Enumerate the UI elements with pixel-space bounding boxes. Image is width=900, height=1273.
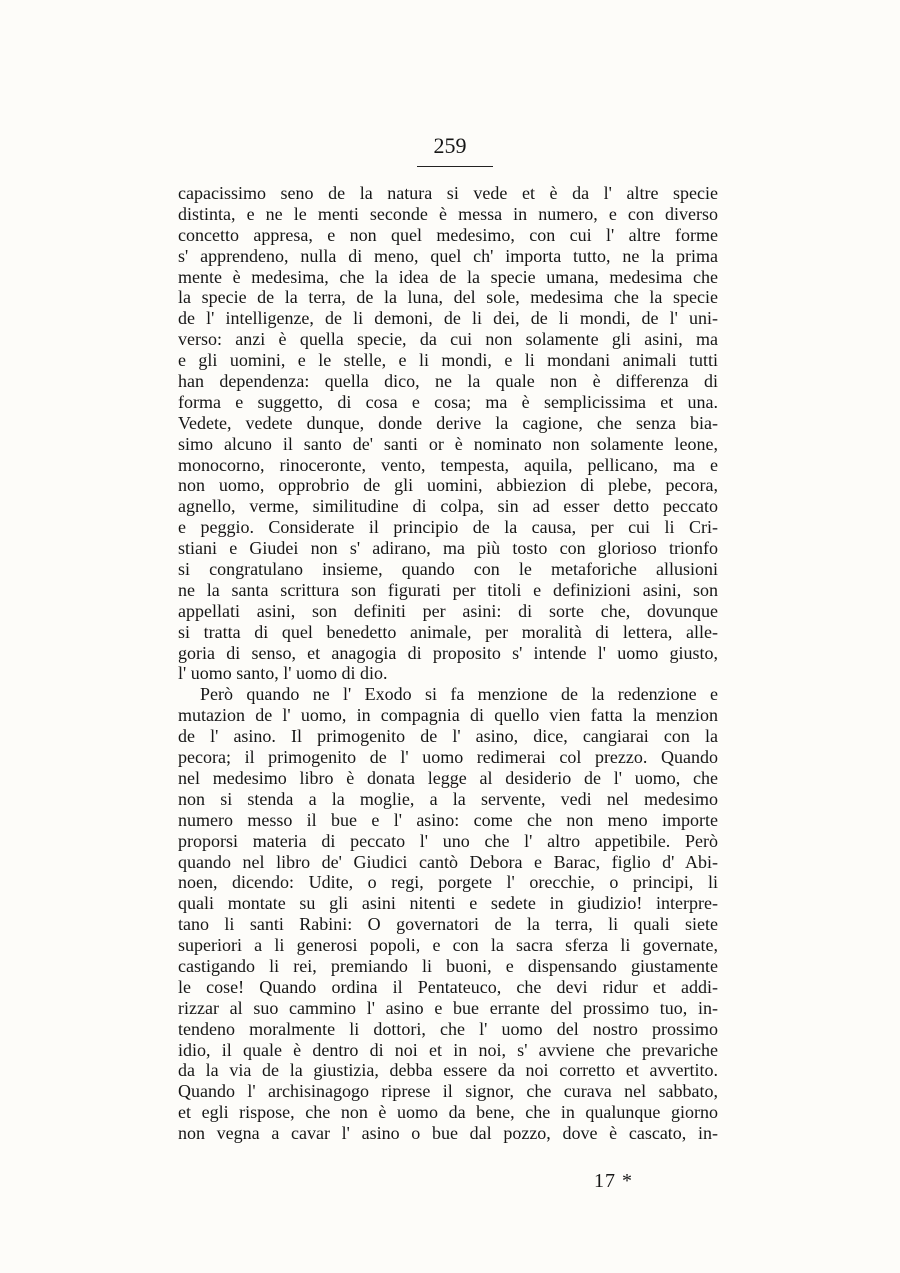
text-line: da la via de la giustizia, debba essere da noi corretto et avvertito. [178, 1060, 718, 1081]
text-line: non uomo, opprobrio de gli uomini, abbiezion di plebe, pecora, [178, 475, 718, 496]
page-number: 259 [433, 133, 467, 158]
text-line: capacissimo seno de la natura si vede et è da l' altre specie [178, 183, 718, 203]
text-line: idio, il quale è dentro di noi et in noi, s' avviene che prevariche [178, 1039, 718, 1060]
text-line: noen, dicendo: Udite, o regi, porgete l' orecchie, o principi, li [178, 872, 718, 893]
text-line: mente è medesima, che la idea de la specie umana, medesima che [178, 266, 718, 287]
text-line: si congratulano insieme, quando con le metaforiche allusioni [178, 559, 718, 580]
text-line: et egli rispose, che non è uomo da bene, che in qualunque giorno [178, 1102, 718, 1123]
text-line: simo alcuno il santo de' santi or è nominato non solamente leone, [178, 433, 718, 454]
text-line: rizzar al suo cammino l' asino e bue errante del prossimo tuo, in- [178, 997, 718, 1018]
text-line: pecora; il primogenito de l' uomo redimerai col prezzo. Quando [178, 747, 718, 768]
paragraph [178, 684, 718, 1144]
text-line: concetto appresa, e non quel medesimo, con cui l' altre forme [178, 224, 718, 245]
text-line: distinta, e ne le menti seconde è messa in numero, e con diverso [178, 203, 718, 224]
text-line: e gli uomini, e le stelle, e li mondi, e li mondani animali tutti [178, 350, 718, 371]
text-line: tano li santi Rabini: O governatori de la terra, li quali siete [178, 914, 718, 935]
text-line: monocorno, rinoceronte, vento, tempesta, aquila, pellicano, ma e [178, 454, 718, 475]
text-line: le cose! Quando ordina il Pentateuco, che devi ridur et addi- [178, 976, 718, 997]
text-line: s' apprendeno, nulla di meno, quel ch' importa tutto, ne la prima [178, 245, 718, 266]
text-line: han dependenza: quella dico, ne la quale non è differenza di [178, 371, 718, 392]
paragraph [178, 183, 718, 684]
text-line: proporsi materia di peccato l' uno che l' altro appetibile. Però [178, 830, 718, 851]
text-line: l' uomo santo, l' uomo di dio. [178, 663, 388, 684]
text-line: numero messo il bue e l' asino: come che non meno importe [178, 809, 718, 830]
signature-mark: 17 * [594, 1170, 633, 1192]
text-line: goria di senso, et anagogia di proposito s' intende l' uomo giusto, [178, 642, 718, 663]
text-line: non vegna a cavar l' asino o bue dal pozzo, dove è cascato, in- [178, 1123, 718, 1144]
text-line: la specie de la terra, de la luna, del sole, medesima che la specie [178, 287, 718, 308]
text-line: tendeno moralmente li dottori, che l' uomo del nostro prossimo [178, 1018, 718, 1039]
text-line: castigando li rei, premiando li buoni, e dispensando giustamente [178, 955, 718, 976]
text-line: Però quando ne l' Exodo si fa menzione de la redenzione e [200, 684, 718, 705]
text-line: superiori a li generosi popoli, e con la sacra sferza li governate, [178, 935, 718, 956]
text-line: de l' intelligenze, de li demoni, de li dei, de li mondi, de l' uni- [178, 308, 718, 329]
text-line: appellati asini, son definiti per asini: di sorte che, dovunque [178, 600, 718, 621]
text-line: nel medesimo libro è donata legge al desiderio de l' uomo, che [178, 767, 718, 788]
text-line: quando nel libro de' Giudici cantò Debora e Barac, figlio d' Abi- [178, 851, 718, 872]
text-line: si tratta di quel benedetto animale, per moralità di lettera, alle- [178, 621, 718, 642]
body-text [178, 183, 718, 1144]
text-line: non si stenda a la moglie, a la servente, vedi nel medesimo [178, 788, 718, 809]
text-line: quali montate su gli asini nitenti e sedete in giudizio! interpre- [178, 893, 718, 914]
text-line: mutazion de l' uomo, in compagnia di quello vien fatta la menzion [178, 705, 718, 726]
text-line: agnello, verme, similitudine di colpa, sin ad esser detto peccato [178, 496, 718, 517]
text-line: ne la santa scrittura son figurati per titoli e definizioni asini, son [178, 579, 718, 600]
text-line: de l' asino. Il primogenito de l' asino, dice, cangiarai con la [178, 726, 718, 747]
header-rule [417, 166, 493, 167]
text-line: forma e suggetto, di cosa e cosa; ma è semplicissima et una. [178, 391, 718, 412]
text-line: Vedete, vedete dunque, donde derive la cagione, che senza bia- [178, 412, 718, 433]
text-line: Quando l' archisinagogo riprese il signor, che curava nel sabbato, [178, 1081, 718, 1102]
text-line: verso: anzi è quella specie, da cui non solamente gli asini, ma [178, 329, 718, 350]
text-line: e peggio. Considerate il principio de la causa, per cui li Cri- [178, 517, 718, 538]
text-line: stiani e Giudei non s' adirano, ma più tosto con glorioso trionfo [178, 538, 718, 559]
